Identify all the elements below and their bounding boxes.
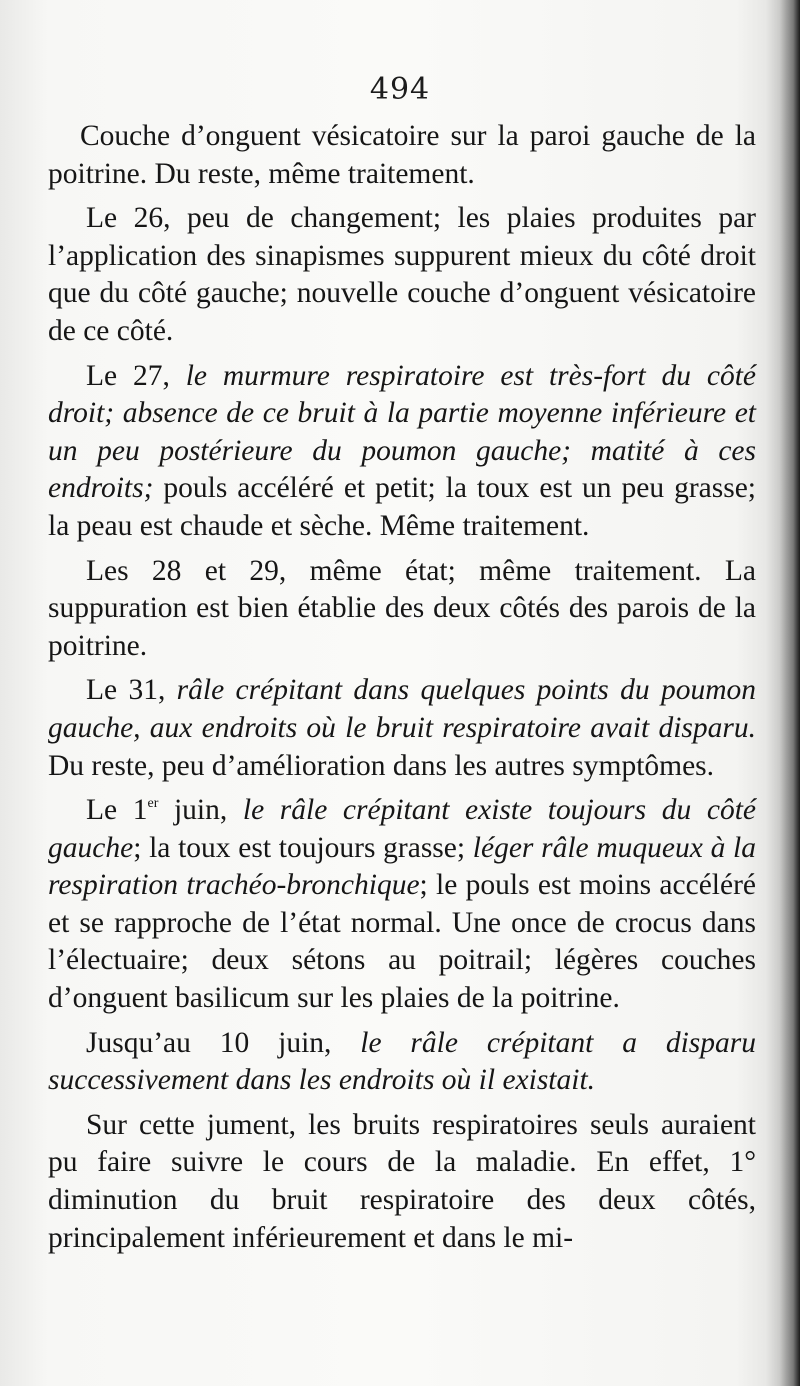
italic-text: râle crépitant dans quelques points du poumon gauche, aux endroits où le bruit respiratoire avait disparu. [48,674,756,744]
paragraph [48,672,756,785]
paragraph [48,553,756,666]
paragraph [48,118,756,193]
text-segment: Le 31, [86,674,177,707]
text-segment: pouls accéléré et petit; la toux est un peu grasse; la peau est chaude et sèche. Même traitement. [48,472,756,542]
italic-text: le râle crépitant a disparu successivement dans les endroits où il existait. [48,1026,756,1097]
paragraph [48,1107,756,1257]
italic-text: léger râle muqueux à la respiration trachéo-bronchique [48,831,756,902]
paragraph [48,358,756,546]
text-segment: Le 1 [86,794,148,827]
body-text [48,118,756,1264]
paragraph [48,792,756,1018]
superscript-text: er [147,796,159,812]
text-segment: juin, [158,794,243,827]
paragraph [48,1025,756,1100]
paragraph [48,200,756,350]
text-segment: Couche d’onguent vésicatoire sur la paroi gauche de la poitrine. Du reste, même traitement. [48,120,756,190]
text-segment: ; la toux est toujours grasse; [133,831,473,864]
text-segment: ; le pouls est moins accéléré et se rapproche de l’état normal. Une once de crocus dans l’électuaire; deux sétons au poitrail; légères couches d’onguent basilicum sur les plaies de la poitrine. [48,869,756,1015]
text-segment: Du reste, peu d’amélioration dans les autres symptômes. [48,749,715,782]
text-segment: Le 26, peu de changement; les plaies produites par l’application des sinapismes suppurent mieux du côté droit que du côté gauche; nouvelle couche d’onguent vésicatoire de ce côté. [48,202,756,347]
text-segment: Le 27, [86,359,186,392]
page-number: 494 [369,72,431,107]
text-segment: Les 28 et 29, même état; même traitement. La suppuration est bien établie des deux côtés des parois de la poitrine. [48,554,756,662]
text-segment: Sur cette jument, les bruits respiratoires seuls auraient pu faire suivre le cours de la maladie. En effet, 1° diminution du bruit respiratoire des deux côtés, principalement inférieurement et dans le mi- [48,1108,756,1254]
italic-text: le râle crépitant existe toujours du côté gauche [48,794,756,864]
italic-text: le murmure respiratoire est très-fort du côté droit; absence de ce bruit à la partie moyenne inférieure et un peu postérieure du poumon gauche; matité à ces endroits; [48,359,756,505]
text-segment: Jusqu’au 10 juin, [86,1026,361,1059]
book-spine-shadow [766,0,800,1386]
